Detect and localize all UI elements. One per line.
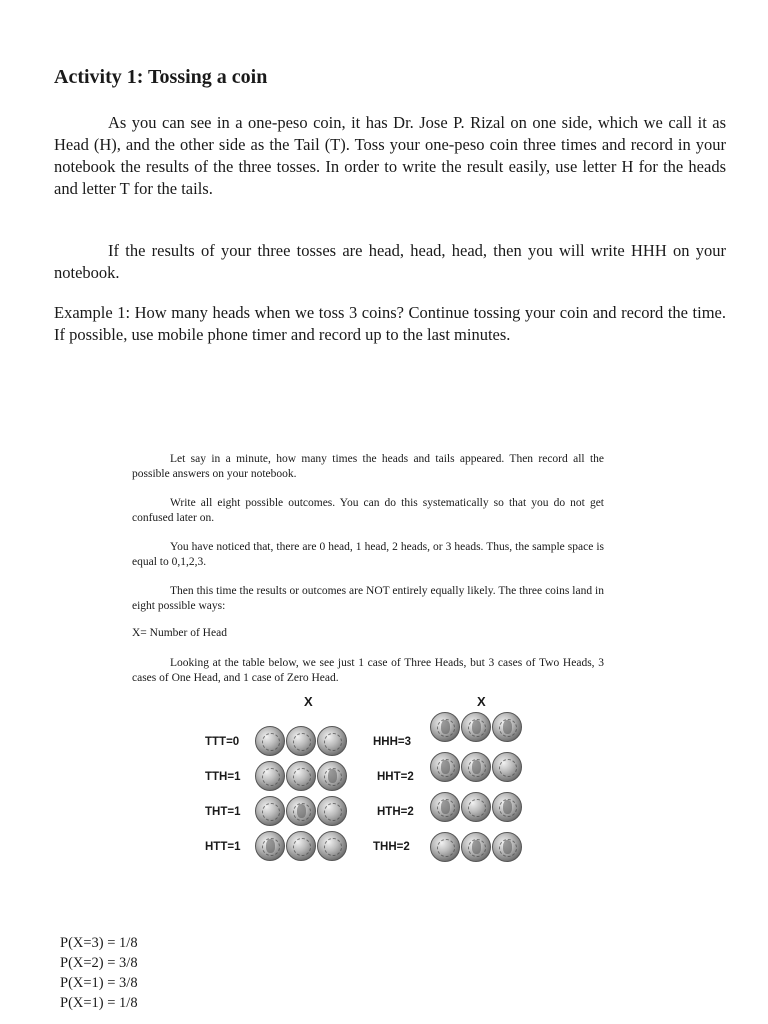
coin-head-icon xyxy=(430,752,460,782)
coin-head-icon xyxy=(461,712,491,742)
inner-paragraph-4: Then this time the results or outcomes are NOT entirely equally likely. The three coins land in eight possible ways: xyxy=(132,585,604,612)
outcome-label: HHH=3 xyxy=(373,736,412,748)
coin-head-icon xyxy=(430,792,460,822)
coin-tail-icon xyxy=(492,752,522,782)
coin-tail-icon xyxy=(286,831,316,861)
probability-line: P(X=2) = 3/8 xyxy=(60,955,138,971)
inner-paragraph-2: Write all eight possible outcomes. You can do this systematically so that you do not get confused later on. xyxy=(132,497,604,524)
x-header-left: X xyxy=(304,694,313,709)
coin-tail-icon xyxy=(255,761,285,791)
probability-line: P(X=1) = 1/8 xyxy=(60,995,138,1011)
coin-head-icon xyxy=(461,832,491,862)
coin-tail-icon xyxy=(317,796,347,826)
probability-line: P(X=3) = 1/8 xyxy=(60,935,138,951)
hhh-paragraph: If the results of your three tosses are head, head, head, then you will write HHH on your notebook. xyxy=(54,241,726,282)
x-header-right: X xyxy=(477,694,486,709)
random-variable-definition: X= Number of Head xyxy=(132,627,227,639)
coin-head-icon xyxy=(317,761,347,791)
coin-row xyxy=(430,712,522,742)
coin-tail-icon xyxy=(286,761,316,791)
coin-tail-icon xyxy=(255,796,285,826)
coin-head-icon xyxy=(430,712,460,742)
activity-heading: Activity 1: Tossing a coin xyxy=(54,66,268,88)
coin-row xyxy=(430,792,522,822)
coin-head-icon xyxy=(492,712,522,742)
outcome-label: HTT=1 xyxy=(205,841,241,853)
inner-paragraph-3: You have noticed that, there are 0 head, 1 head, 2 heads, or 3 heads. Thus, the sample space is equal to 0,1,2,3. xyxy=(132,541,604,568)
coin-tail-icon xyxy=(286,726,316,756)
coin-tail-icon xyxy=(255,726,285,756)
outcome-label: THH=2 xyxy=(373,841,410,853)
coin-tail-icon xyxy=(317,726,347,756)
coin-row xyxy=(255,726,347,756)
coin-head-icon xyxy=(286,796,316,826)
coin-tail-icon xyxy=(430,832,460,862)
coin-tail-icon xyxy=(461,792,491,822)
coin-tail-icon xyxy=(317,831,347,861)
outcome-label: TTH=1 xyxy=(205,771,241,783)
inner-paragraph-1: Let say in a minute, how many times the heads and tails appeared. Then record all the possible answers on your notebook. xyxy=(132,453,604,480)
intro-paragraph: As you can see in a one-peso coin, it has Dr. Jose P. Rizal on one side, which we call it as Head (H), and the other side as the Tail (T). Toss your one-peso coin three times and record in your notebook the results of the three tosses. In order to write the result easily, use letter H for the heads and letter T for the tails. xyxy=(54,113,726,198)
outcome-label: TTT=0 xyxy=(205,736,240,748)
coin-row xyxy=(430,752,522,782)
coin-row xyxy=(430,832,522,862)
coin-row xyxy=(255,761,347,791)
coin-head-icon xyxy=(492,832,522,862)
outcome-label: HTH=2 xyxy=(377,806,414,818)
coin-head-icon xyxy=(255,831,285,861)
outcome-label: HHT=2 xyxy=(377,771,414,783)
example-paragraph: Example 1: How many heads when we toss 3 coins? Continue tossing your coin and record the time. If possible, use mobile phone timer and record up to the last minutes. xyxy=(54,303,726,344)
coin-head-icon xyxy=(492,792,522,822)
inner-paragraph-6: Looking at the table below, we see just 1 case of Three Heads, but 3 cases of Two Heads, 3 cases of One Head, and 1 case of Zero Head. xyxy=(132,657,604,684)
outcome-label: THT=1 xyxy=(205,806,241,818)
probability-line: P(X=1) = 3/8 xyxy=(60,975,138,991)
coin-head-icon xyxy=(461,752,491,782)
coin-row xyxy=(255,831,347,861)
coin-row xyxy=(255,796,347,826)
